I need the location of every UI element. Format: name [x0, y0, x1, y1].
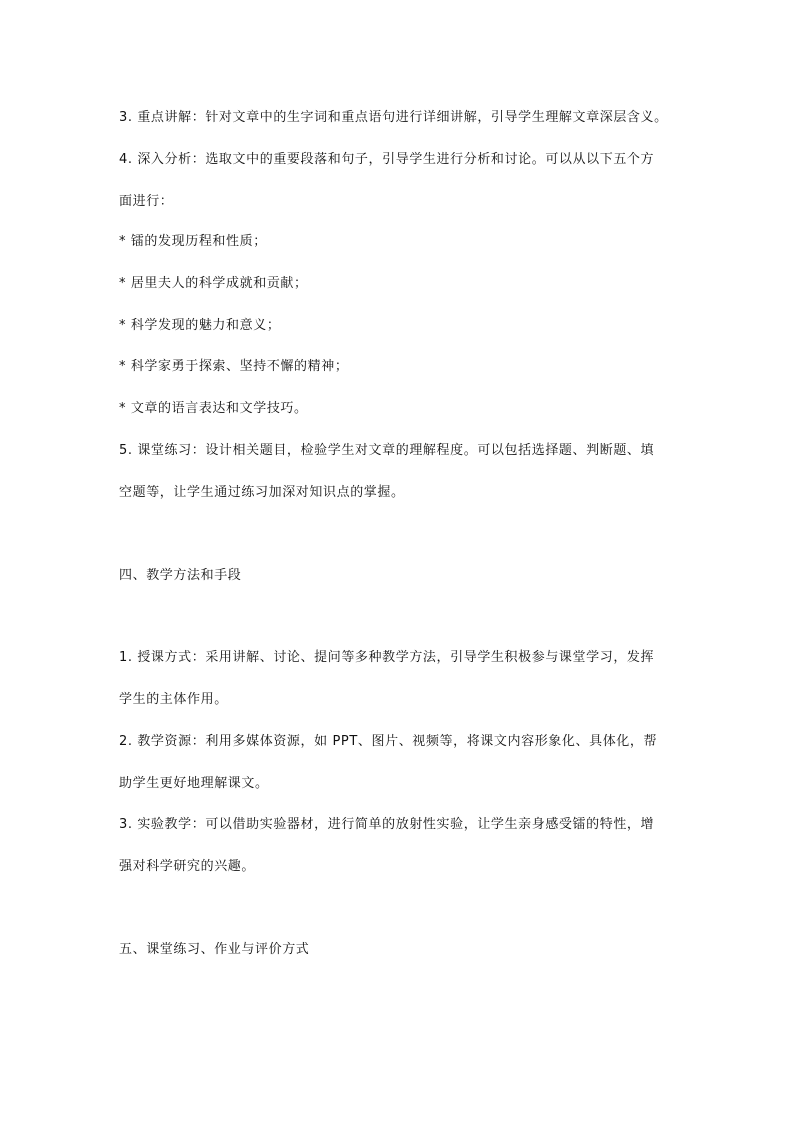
list-item: * 科学家勇于探索、坚持不懈的精神； [119, 359, 349, 374]
paragraph-line: 面进行： [119, 194, 174, 209]
list-item: * 镭的发现历程和性质； [119, 234, 267, 249]
paragraph-line: 助学生更好地理解课文。 [119, 776, 269, 791]
paragraph-line: 3. 重点讲解：针对文章中的生字词和重点语句进行详细讲解，引导学生理解文章深层含义。 [119, 110, 668, 125]
list-item: * 科学发现的魅力和意义； [119, 318, 281, 333]
paragraph-line: 学生的主体作用。 [119, 692, 228, 707]
paragraph-line: 2. 教学资源：利用多媒体资源，如 PPT、图片、视频等，将课文内容形象化、具体化，帮 [119, 734, 658, 749]
list-item: * 居里夫人的科学成就和贡献； [119, 276, 308, 291]
section-heading: 四、教学方法和手段 [119, 568, 242, 583]
paragraph-line: 空题等，让学生通过练习加深对知识点的掌握。 [119, 485, 405, 500]
paragraph-line: 强对科学研究的兴趣。 [119, 859, 256, 874]
list-item: * 文章的语言表达和文学技巧。 [119, 401, 308, 416]
paragraph-line: 4. 深入分析：选取文中的重要段落和句子，引导学生进行分析和讨论。可以从以下五个方 [119, 152, 655, 167]
paragraph-line: 1. 授课方式：采用讲解、讨论、提问等多种教学方法，引导学生积极参与课堂学习，发挥 [119, 650, 655, 665]
paragraph-line: 5. 课堂练习：设计相关题目，检验学生对文章的理解程度。可以包括选择题、判断题、填 [119, 443, 655, 458]
section-heading: 五、课堂练习、作业与评价方式 [119, 942, 310, 957]
paragraph-line: 3. 实验教学：可以借助实验器材，进行简单的放射性实验，让学生亲身感受镭的特性，增 [119, 817, 655, 832]
